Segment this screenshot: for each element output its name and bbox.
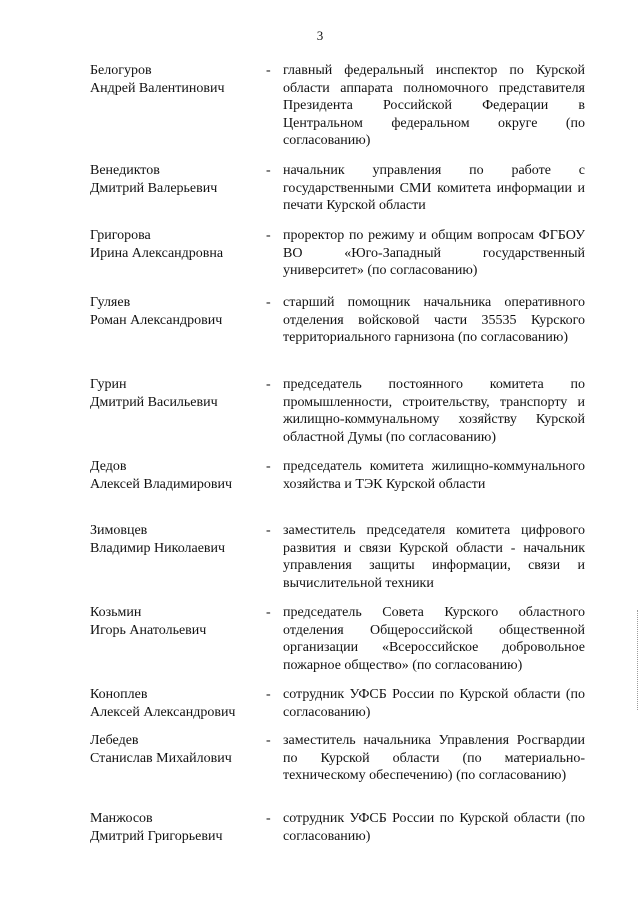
member-given-names: Дмитрий Григорьевич (90, 828, 223, 844)
member-surname: Григорова (90, 228, 151, 243)
dash-separator: - (266, 459, 271, 474)
member-role: главный федеральный инспектор по Курской области аппарата полномочного представителя Президента Российской Федерации в Центральном федеральном округе (по согласованию) (283, 63, 585, 148)
member-name (90, 376, 260, 411)
dash-separator: - (266, 733, 271, 748)
member-name (90, 294, 260, 329)
member-given-names: Владимир Николаевич (90, 540, 226, 556)
member-name (90, 162, 260, 197)
dash-separator: - (266, 377, 271, 392)
dash-separator: - (266, 605, 271, 620)
dash-separator: - (266, 295, 271, 310)
member-name (90, 227, 260, 262)
dash-separator: - (266, 63, 271, 78)
member-surname: Манжосов (90, 811, 153, 826)
member-role: председатель постоянного комитета по промышленности, строительству, транспорту и жилищно-коммунальному хозяйству Курской областной Думы (по согласованию) (283, 377, 585, 445)
member-name (90, 686, 260, 721)
member-surname: Зимовцев (90, 523, 148, 538)
member-given-names: Алексей Александрович (90, 704, 236, 720)
member-given-names: Ирина Александровна (90, 245, 224, 261)
member-given-names: Дмитрий Васильевич (90, 394, 218, 410)
member-role: проректор по режиму и общим вопросам ФГБОУ ВО «Юго-Западный государственный университет» (по согласованию) (283, 228, 585, 278)
member-given-names: Игорь Анатольевич (90, 622, 207, 638)
member-surname: Белогуров (90, 63, 152, 78)
member-name (90, 458, 260, 493)
member-surname: Дедов (90, 459, 127, 474)
member-given-names: Андрей Валентинович (90, 80, 225, 96)
member-role: председатель Совета Курского областного отделения Общероссийской общественной организации «Всероссийское добровольное пожарное общество» (по согласованию) (283, 605, 585, 673)
member-role: сотрудник УФСБ России по Курской области (по согласованию) (283, 687, 585, 720)
member-name (90, 522, 260, 557)
member-surname: Гуляев (90, 295, 131, 310)
member-surname: Гурин (90, 377, 127, 392)
member-surname: Венедиктов (90, 163, 160, 178)
member-surname: Лебедев (90, 733, 139, 748)
dash-separator: - (266, 523, 271, 538)
member-role: заместитель начальника Управления Росгвардии по Курской области (по материально-техническому обеспечению) (по согласованию) (283, 733, 585, 783)
member-role: заместитель председателя комитета цифрового развития и связи Курской области - начальник управления защиты информации, связи и вычислительной техники (283, 523, 585, 591)
member-surname: Коноплев (90, 687, 148, 702)
scan-edge-mark (636, 610, 638, 710)
member-given-names: Станислав Михайлович (90, 750, 232, 766)
dash-separator: - (266, 811, 271, 826)
member-name (90, 810, 260, 845)
member-role: начальник управления по работе с государственными СМИ комитета информации и печати Курской области (283, 163, 585, 213)
member-name (90, 732, 260, 767)
member-name (90, 604, 260, 639)
member-given-names: Роман Александрович (90, 312, 223, 328)
member-surname: Козьмин (90, 605, 142, 620)
member-given-names: Дмитрий Валерьевич (90, 180, 218, 196)
dash-separator: - (266, 163, 271, 178)
dash-separator: - (266, 687, 271, 702)
member-role: старший помощник начальника оперативного отделения войсковой части 35535 Курского территориального гарнизона (по согласованию) (283, 295, 585, 345)
member-name (90, 62, 260, 97)
member-given-names: Алексей Владимирович (90, 476, 233, 492)
dash-separator: - (266, 228, 271, 243)
page-number: 3 (316, 28, 324, 43)
member-role: сотрудник УФСБ России по Курской области (по согласованию) (283, 811, 585, 844)
member-role: председатель комитета жилищно-коммунального хозяйства и ТЭК Курской области (283, 459, 585, 492)
